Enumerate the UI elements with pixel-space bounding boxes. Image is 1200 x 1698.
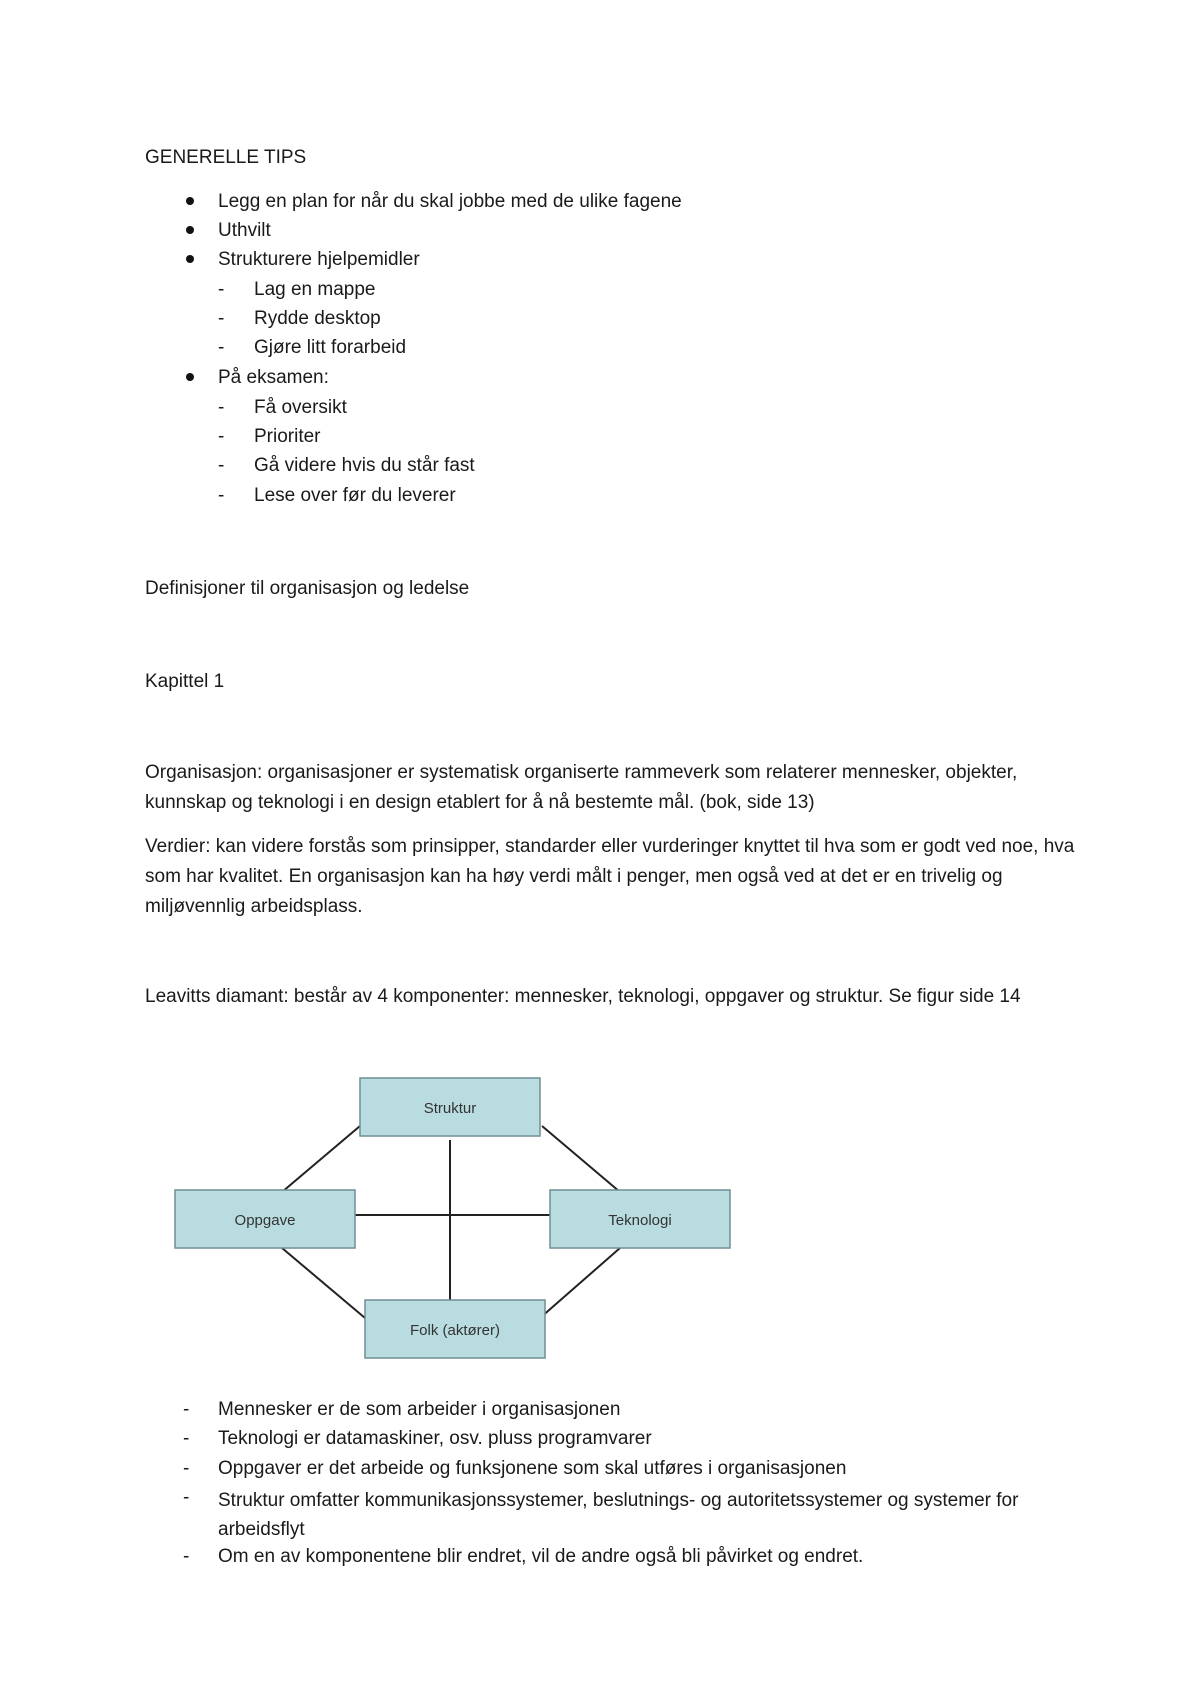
tips-item: Uthvilt [218, 220, 271, 241]
definitions-heading: Definisjoner til organisasjon og ledelse [145, 578, 470, 599]
component-item: Mennesker er de som arbeider i organisasjonen [218, 1399, 621, 1420]
paragraph-text: Verdier: kan videre forstås som prinsipper, standarder eller vurderinger knyttet til hva som er godt ved noe, hva som har kvalitet. En organisasjon kan ha høy verdi målt i penger, men også ved at det er en trivelig og miljøvennlig arbeidsplass. [145, 836, 1075, 917]
box-label: Teknologi [608, 1212, 672, 1229]
dash-marker: - [218, 308, 225, 329]
connector-line [540, 1248, 620, 1318]
chapter-heading: Kapittel 1 [145, 671, 225, 692]
connector-line [282, 1126, 360, 1192]
leavitt-diamond-diagram [170, 1070, 740, 1370]
component-item: Om en av komponentene blir endret, vil de andre også bli påvirket og endret. [218, 1546, 864, 1567]
box-label: Struktur [423, 1100, 477, 1117]
tips-subitem: Få oversikt [254, 397, 347, 418]
dash-marker: - [218, 455, 225, 476]
bullet-dot [186, 255, 194, 263]
box-struktur [360, 1078, 540, 1136]
dash-marker: - [183, 1458, 190, 1479]
bullet-dot [186, 226, 194, 234]
box-label: Folk (aktører) [410, 1322, 500, 1339]
paragraph-leavitt [145, 982, 1075, 1012]
dash-marker: - [218, 426, 225, 447]
paragraph-organisasjon [145, 758, 1075, 818]
tips-item: Legg en plan for når du skal jobbe med de ulike fagene [218, 191, 682, 212]
component-item: Struktur omfatter kommunikasjonssystemer, beslutnings- og autoritetssystemer og systemer for arbeidsflyt [218, 1490, 1019, 1540]
tips-subitem: Gå videre hvis du står fast [254, 455, 475, 476]
paragraph-text: Organisasjon: organisasjoner er systematisk organiserte rammeverk som relaterer mennesker, objekter, kunnskap og teknologi i en design etablert for å nå bestemte mål. (bok, side 13) [145, 762, 1018, 813]
dash-marker: - [183, 1399, 190, 1420]
dash-marker: - [183, 1428, 190, 1449]
dash-marker: - [218, 397, 225, 418]
paragraph-text: Leavitts diamant: består av 4 komponenter: mennesker, teknologi, oppgaver og struktur. Se figur side 14 [145, 986, 1021, 1007]
box-teknologi [550, 1190, 730, 1248]
tips-heading: GENERELLE TIPS [145, 147, 307, 168]
dash-marker: - [218, 337, 225, 358]
dash-marker: - [218, 485, 225, 506]
bullet-dot [186, 197, 194, 205]
dash-marker: - [218, 279, 225, 300]
paragraph-verdier [145, 832, 1075, 922]
tips-subitem: Lag en mappe [254, 279, 376, 300]
box-oppgave [175, 1190, 355, 1248]
tips-subitem: Rydde desktop [254, 308, 381, 329]
tips-item: Strukturere hjelpemidler [218, 249, 420, 270]
tips-subitem: Prioriter [254, 426, 321, 447]
tips-subitem: Lese over før du leverer [254, 485, 456, 506]
box-label: Oppgave [234, 1212, 296, 1229]
component-item: Oppgaver er det arbeide og funksjonene som skal utføres i organisasjonen [218, 1458, 847, 1479]
connector-line [282, 1248, 365, 1318]
bullet-dot [186, 373, 194, 381]
dash-marker: - [183, 1487, 190, 1508]
tips-subitem: Gjøre litt forarbeid [254, 337, 407, 358]
box-folk [365, 1300, 545, 1358]
dash-marker: - [183, 1546, 190, 1567]
connector-line [542, 1126, 620, 1192]
tips-item: På eksamen: [218, 367, 329, 388]
component-item: Teknologi er datamaskiner, osv. pluss programvarer [218, 1428, 652, 1449]
